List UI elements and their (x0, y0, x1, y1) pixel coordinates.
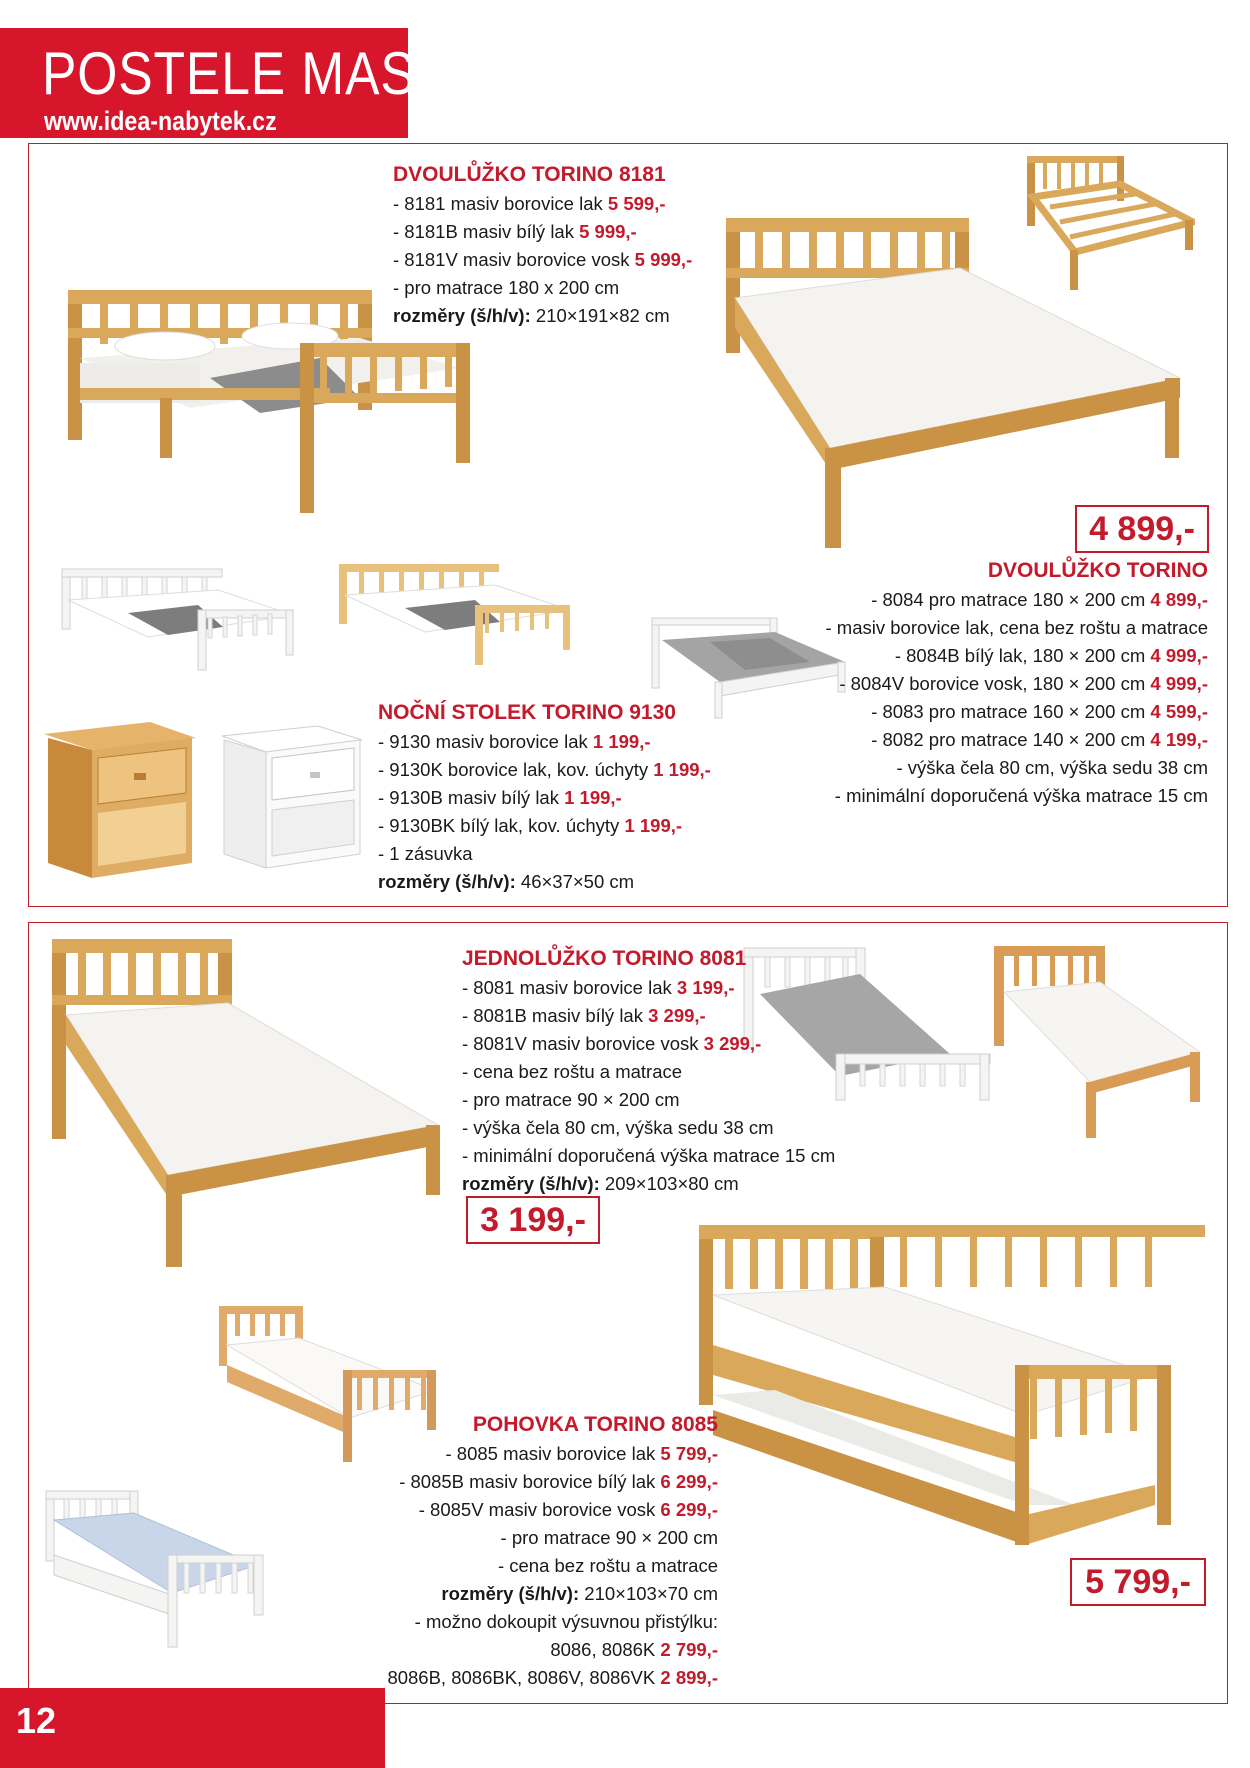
product-heading: DVOULŮŽKO TORINO (987, 559, 1208, 582)
product-pohovka-8085 (387, 1410, 718, 1692)
spec-line: 8086, 8086K 2 799,- (550, 1639, 718, 1660)
product-heading: POHOVKA TORINO 8085 (472, 1413, 718, 1436)
spec-line: - výška čela 80 cm, výška sedu 38 cm (462, 1117, 774, 1138)
bed-frame-slats-image (1025, 152, 1195, 292)
nightstand-9130b-white-image (218, 722, 366, 872)
spec-line: - 8084 pro matrace 180 × 200 cm 4 899,- (871, 589, 1208, 610)
spec-line: - výška čela 80 cm, výška sedu 38 cm (896, 757, 1208, 778)
spec-line: - pro matrace 90 × 200 cm (462, 1089, 680, 1110)
spec-line: - 1 zásuvka (378, 843, 473, 864)
spec-line: - 8085 masiv borovice lak 5 799,- (445, 1443, 718, 1464)
spec-line: - 8081B masiv bílý lak 3 299,- (462, 1005, 706, 1026)
spec-line: - 8085V masiv borovice vosk 6 299,- (418, 1499, 718, 1520)
spec-line: - minimální doporučená výška matrace 15 cm (834, 785, 1208, 806)
spec-line: - 8085B masiv borovice bílý lak 6 299,- (399, 1471, 718, 1492)
dimensions-line: rozměry (š/h/v): 210×191×82 cm (393, 305, 670, 326)
spec-line: - 9130K borovice lak, kov. úchyty 1 199,- (378, 759, 711, 780)
price-box-torino-8081: 3 199,- (466, 1196, 600, 1244)
product-heading: DVOULŮŽKO TORINO 8181 (393, 163, 666, 186)
spec-line: - 8084V borovice vosk, 180 × 200 cm 4 999,- (839, 673, 1208, 694)
page-number: 12 (16, 1700, 57, 1741)
product-torino-8081 (462, 944, 835, 1198)
product-torino-8084 (826, 556, 1209, 810)
spec-line: - 8181 masiv borovice lak 5 599,- (393, 193, 666, 214)
spec-line: - masiv borovice lak, cena bez roštu a matrace (825, 617, 1208, 638)
dimensions-line: rozměry (š/h/v): 210×103×70 cm (441, 1583, 718, 1604)
sofa-8085b-white-image (42, 1485, 267, 1650)
price-box-pohovka-8085: 5 799,- (1070, 1558, 1206, 1606)
spec-line: - minimální doporučená výška matrace 15 cm (462, 1145, 836, 1166)
product-heading: JEDNOLŮŽKO TORINO 8081 (462, 947, 747, 970)
spec-line: - pro matrace 90 × 200 cm (500, 1527, 718, 1548)
spec-line: - 8084B bílý lak, 180 × 200 cm 4 999,- (894, 645, 1208, 666)
footer-banner (0, 1688, 385, 1768)
bed-torino-8081-image (48, 935, 448, 1270)
price-box-torino: 4 899,- (1075, 505, 1209, 553)
spec-line: - 8081 masiv borovice lak 3 199,- (462, 977, 735, 998)
bed-8181b-white-image (58, 565, 298, 675)
spec-line: - 9130B masiv bílý lak 1 199,- (378, 787, 622, 808)
spec-line: - 8081V masiv borovice vosk 3 299,- (462, 1033, 762, 1054)
spec-line: - 9130 masiv borovice lak 1 199,- (378, 731, 651, 752)
spec-line: - 8181B masiv bílý lak 5 999,- (393, 221, 637, 242)
spec-line: - cena bez roštu a matrace (462, 1061, 683, 1082)
spec-line: - 8181V masiv borovice vosk 5 999,- (393, 249, 693, 270)
spec-line: 8086B, 8086BK, 8086V, 8086VK 2 899,- (387, 1667, 718, 1688)
bed-8181v-natural-image (335, 560, 575, 672)
website-url[interactable]: www.idea-nabytek.cz (44, 106, 277, 136)
product-torino-8181 (393, 160, 692, 330)
spec-line: - 8082 pro matrace 140 × 200 cm 4 199,- (871, 729, 1208, 750)
dimensions-line: rozměry (š/h/v): 209×103×80 cm (462, 1173, 739, 1194)
spec-line: - možno dokoupit výsuvnou přistýlku: (414, 1611, 718, 1632)
page-title: POSTELE MASIV (42, 40, 467, 107)
spec-line: - pro matrace 180 x 200 cm (393, 277, 620, 298)
dimensions-line: rozměry (š/h/v): 46×37×50 cm (378, 871, 635, 892)
bed-8081v-natural-image (990, 942, 1205, 1142)
nightstand-9130-natural-image (40, 718, 200, 880)
product-stolek-9130 (378, 698, 711, 896)
spec-line: - cena bez roštu a matrace (497, 1555, 718, 1576)
product-heading: NOČNÍ STOLEK TORINO 9130 (378, 701, 676, 724)
spec-line: - 8083 pro matrace 160 × 200 cm 4 599,- (871, 701, 1208, 722)
spec-line: - 9130BK bílý lak, kov. úchyty 1 199,- (378, 815, 683, 836)
